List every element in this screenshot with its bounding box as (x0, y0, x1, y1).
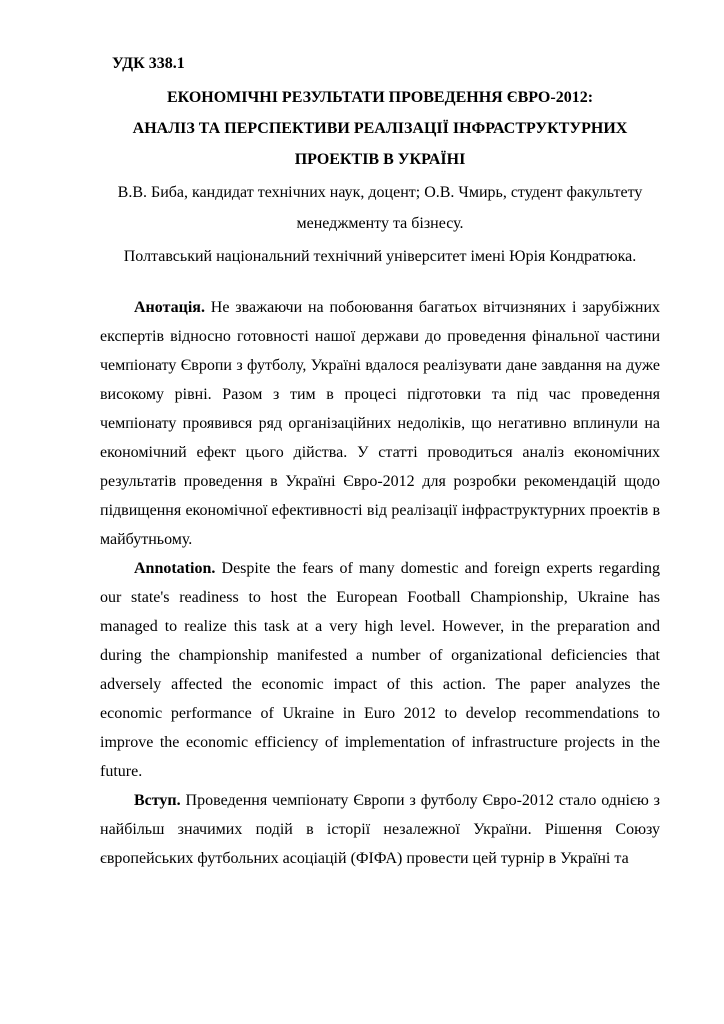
affiliation-line: Полтавський національний технічний університет імені Юрія Кондратюка. (123, 248, 637, 265)
abstract-en-lead: Annotation. (134, 560, 216, 577)
abstract-uk-text: Не зважаючи на побоювання багатьох вітчизняних і зарубіжних експертів відносно готовності нашої держави до проведення фінальної частини чемпіонату Європи з футболу, Україні вдалося реалізувати дане завдання на дуже високому рівні. Разом з тим в процесі підготовки та під час проведення чемпіонату проявився ряд організаційних недоліків, що негативно вплинули на економічний ефект цього дійства. У статті проводиться аналіз економічних результатів проведення в Україні Євро-2012 для розробки рекомендацій щодо підвищення економічної ефективності від реалізації інфраструктурних проектів в майбутньому. (100, 299, 660, 548)
abstract-en-text: Despite the fears of many domestic and foreign experts regarding our state's readiness to host the European Football Championship, Ukraine has managed to realize this task at a very high level. However, in the preparation and during the championship manifested a number of organizational deficiencies that adversely affected the economic impact of this action. The paper analyzes the economic performance of Ukraine in Euro 2012 to develop recommendations to improve the economic efficiency of implementation of infrastructure projects in the future. (100, 560, 660, 780)
introduction-paragraph (100, 786, 660, 873)
introduction-text: Проведення чемпіонату Європи з футболу Євро-2012 стало однією з найбільш значимих подій в історії незалежної України. Рішення Союзу європейських футбольних асоціацій (ФІФА) провести цей турнір в Україні та (100, 792, 660, 867)
paper-title (100, 82, 660, 175)
authors-line: В.В. Биба, кандидат технічних наук, доцент; О.В. Чмирь, студент факультету менеджменту та бізнесу. (117, 184, 643, 232)
abstract-paragraph-en (100, 554, 660, 786)
abstract-uk-lead: Анотація. (134, 299, 205, 316)
paper-title-line-2: АНАЛІЗ ТА ПЕРСПЕКТИВИ РЕАЛІЗАЦІЇ ІНФРАСТРУКТУРНИХ (132, 120, 628, 137)
paper-title-line-3: ПРОЕКТІВ В УКРАЇНІ (294, 151, 466, 168)
abstract-paragraph-uk (100, 293, 660, 554)
paper-title-line-1: ЕКОНОМІЧНІ РЕЗУЛЬТАТИ ПРОВЕДЕННЯ ЄВРО-2012: (166, 89, 594, 106)
introduction-lead: Вступ. (134, 792, 181, 809)
udc-number: УДК 338.1 (112, 55, 185, 72)
